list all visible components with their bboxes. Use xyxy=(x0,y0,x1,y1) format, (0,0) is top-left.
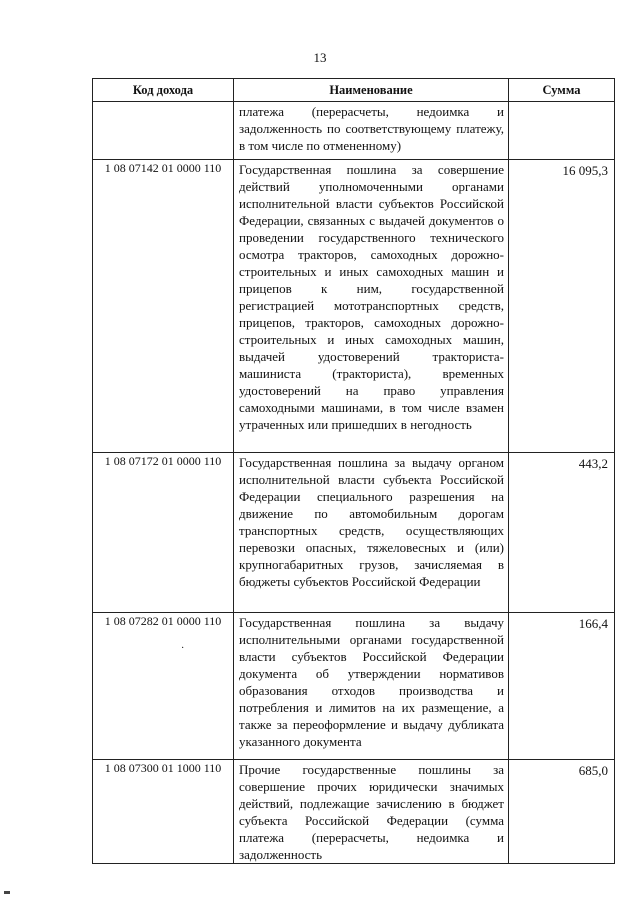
row-sum: 16 095,3 xyxy=(509,160,615,453)
revenue-table-container xyxy=(92,78,614,864)
row-name: Государственная пошлина за выдачу исполнительными органами государственной власти субъектов Российской Федерации документа об утверждении нормативов образования отходов производства и потребления и лимитов на их размещение, а также за переоформление и выдачу дубликата указанного документа xyxy=(234,613,509,760)
row-sum: 443,2 xyxy=(509,453,615,613)
table-row xyxy=(93,102,615,160)
table-row xyxy=(93,160,615,453)
scan-edge-mark xyxy=(4,891,10,894)
table-row xyxy=(93,453,615,613)
row-code: 1 08 07300 01 1000 110 xyxy=(93,760,234,864)
row-name: Государственная пошлина за совершение действий уполномоченными органами исполнительной власти субъектов Российской Федерации, связанных с выдачей документов о проведении государственного технического осмотра тракторов, самоходных дорожно-строительных и иных самоходных машин и прицепов к ним, государственной регистрацией мототранспортных средств, прицепов, тракторов, самоходных дорожно-строительных и иных самоходных машин, выдачей удостоверений тракториста-машиниста (тракториста), временных удостоверений на право управления самоходными машинами, в том числе взамен утраченных или пришедших в негодность xyxy=(234,160,509,453)
row-code: 1 08 07142 01 0000 110 xyxy=(93,160,234,453)
row-code: 1 08 07282 01 0000 110 xyxy=(93,613,234,760)
table-header-row xyxy=(93,79,615,102)
row-code: 1 08 07172 01 0000 110 xyxy=(93,453,234,613)
row-sum xyxy=(509,102,615,160)
row-code xyxy=(93,102,234,160)
header-sum: Сумма xyxy=(509,79,615,102)
table-row xyxy=(93,613,615,760)
header-code: Код дохода xyxy=(93,79,234,102)
row-name: Прочие государственные пошлины за совершение прочих юридически значимых действий, подлежащие зачислению в бюджет субъекта Российской Федерации (сумма платежа (перерасчеты, недоимка и задолженность xyxy=(234,760,509,864)
row-sum: 166,4 xyxy=(509,613,615,760)
stray-dot-mark: · xyxy=(181,643,185,654)
page-number: 13 xyxy=(313,50,327,65)
revenue-table xyxy=(92,78,615,864)
row-name: Государственная пошлина за выдачу органом исполнительной власти субъекта Российской Федерации специального разрешения на движение по автомобильным дорогам транспортных средств, осуществляющих перевозки опасных, тяжеловесных и (или) крупногабаритных грузов, зачисляемая в бюджеты субъектов Российской Федерации xyxy=(234,453,509,613)
table-row xyxy=(93,760,615,864)
header-name: Наименование xyxy=(234,79,509,102)
row-name: платежа (перерасчеты, недоимка и задолженность по соответствующему платежу, в том числе по отмененному) xyxy=(234,102,509,160)
row-sum: 685,0 xyxy=(509,760,615,864)
